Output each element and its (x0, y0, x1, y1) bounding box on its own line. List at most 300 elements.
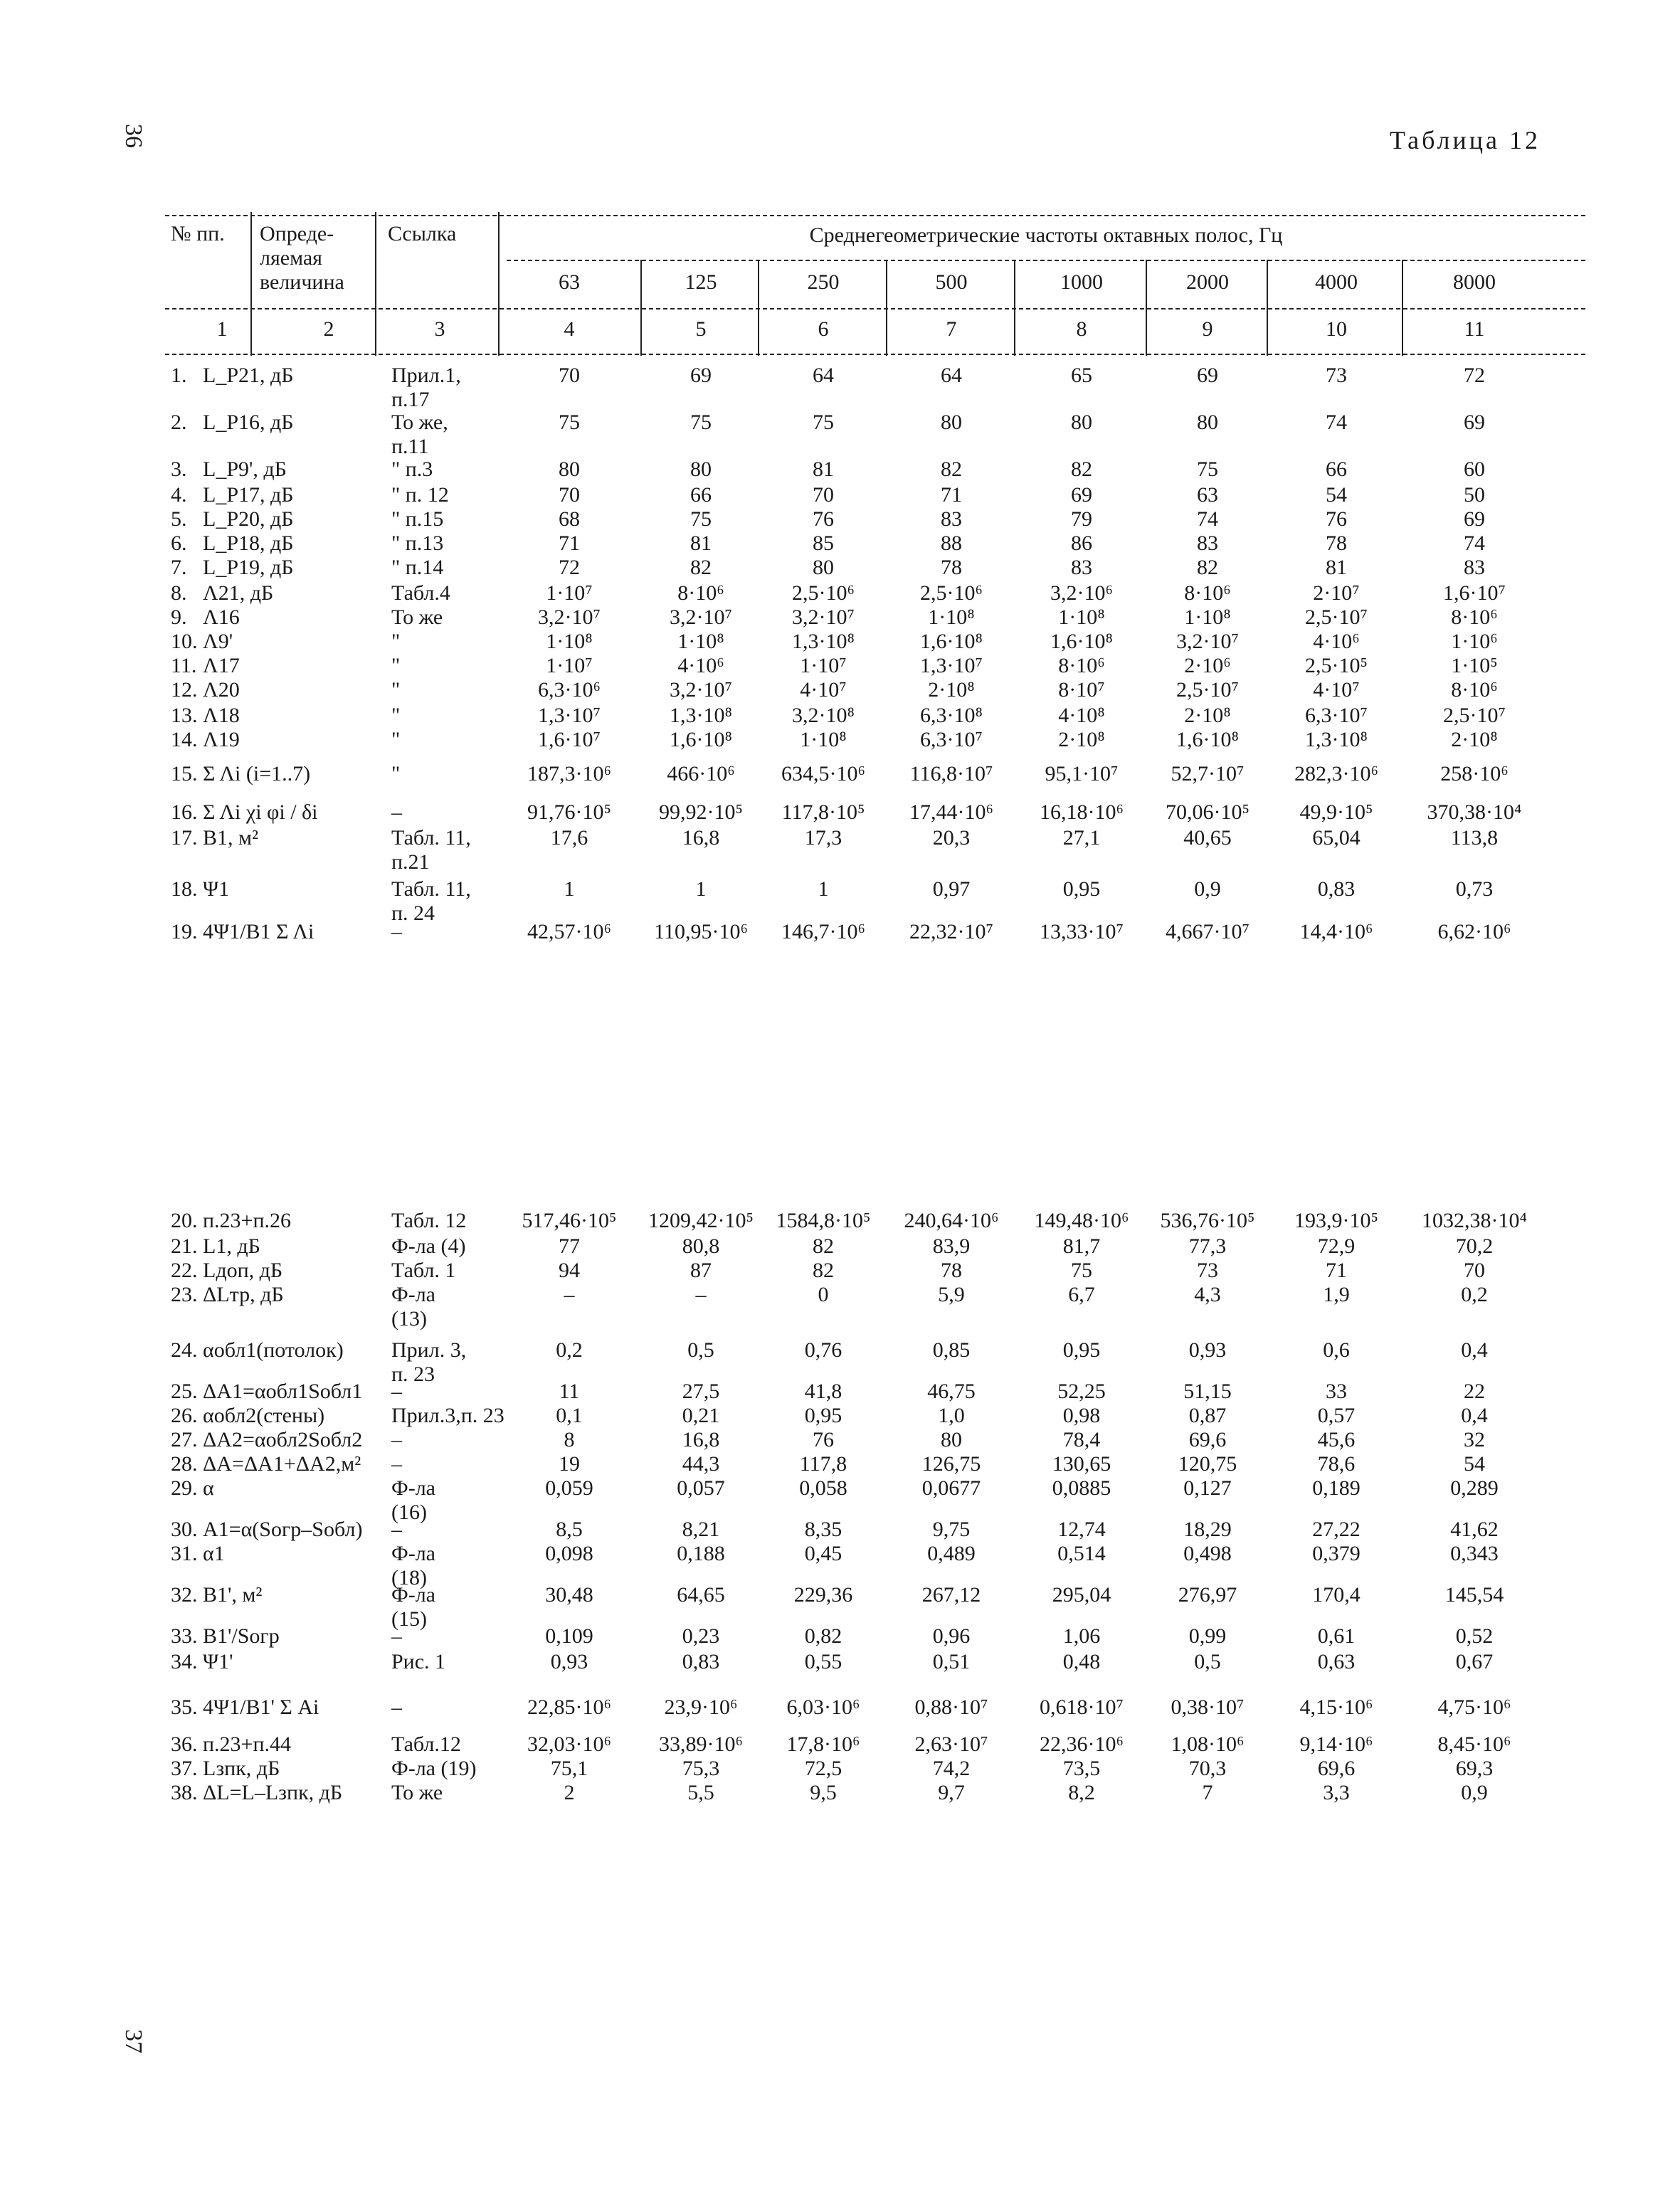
row-value: 73 (1197, 1259, 1218, 1282)
row-value: 1,3·10⁸ (670, 704, 732, 727)
row-value: 27,5 (682, 1380, 720, 1403)
row-reference: " п.3 (391, 457, 433, 481)
row-number: 26. (171, 1404, 198, 1427)
row-value: 0,99 (1188, 1624, 1227, 1648)
row-reference: То же (391, 605, 443, 629)
row-value: 258·10⁶ (1440, 762, 1509, 785)
row-value: 1,6·10⁸ (670, 728, 732, 751)
row-reference-cont: п.21 (391, 850, 430, 874)
row-value: 0,109 (545, 1624, 593, 1648)
table-row (0, 727, 1680, 753)
row-reference: – (391, 800, 402, 824)
row-reference: Ф-ла (391, 1283, 435, 1306)
row-reference-cont: п. 24 (391, 901, 435, 925)
row-value: 81 (690, 531, 712, 555)
table-row (0, 1451, 1680, 1477)
row-value: 8 (564, 1428, 575, 1451)
row-value: 72,9 (1317, 1234, 1356, 1258)
row-value: 8·10⁷ (1058, 678, 1105, 702)
table-row (0, 1379, 1680, 1404)
row-value: 22 (1464, 1380, 1485, 1403)
row-value: 20,3 (932, 826, 971, 850)
row-number: 29. (171, 1476, 198, 1500)
table-row (0, 825, 1680, 874)
row-value: 70,06·10⁵ (1166, 800, 1250, 824)
row-reference: Ф-ла (4) (391, 1234, 466, 1258)
row-value: 0,059 (545, 1476, 593, 1500)
row-number: 36. (171, 1732, 198, 1756)
row-value: 170,4 (1312, 1583, 1361, 1607)
row-number: 15. (171, 762, 198, 785)
row-value: 1·10⁵ (1451, 654, 1498, 677)
row-value: 0,38·10⁷ (1171, 1695, 1245, 1719)
row-value: 71 (1326, 1259, 1347, 1282)
row-reference: Табл. 12 (391, 1209, 467, 1232)
row-value: 49,9·10⁵ (1299, 800, 1373, 824)
row-reference: Прил. 3, (391, 1338, 467, 1362)
column-number: 2 (323, 317, 334, 341)
row-value: 41,62 (1450, 1518, 1499, 1541)
row-value: 370,38·10⁴ (1427, 800, 1522, 824)
row-value: 1 (564, 877, 575, 901)
frequency-label: 8000 (1453, 270, 1496, 294)
row-value: 32 (1464, 1428, 1485, 1451)
row-value: 63 (1197, 483, 1218, 507)
row-value: 95,1·10⁷ (1045, 762, 1119, 785)
row-value: 54 (1326, 483, 1347, 507)
row-quantity: Σ Λi χi φi / δi (203, 800, 318, 824)
table-row (0, 1338, 1680, 1386)
row-value: 0,93 (550, 1650, 588, 1673)
row-reference: " (391, 654, 401, 677)
row-quantity: п.23+п.44 (203, 1732, 292, 1756)
row-value: 6,62·10⁶ (1437, 920, 1511, 943)
row-number: 4. (171, 483, 187, 507)
row-reference-cont: (15) (391, 1607, 427, 1631)
row-value: 82 (813, 1234, 834, 1258)
row-value: 145,54 (1444, 1583, 1504, 1607)
row-value: 74 (1326, 411, 1347, 434)
row-value: 1,08·10⁶ (1171, 1732, 1245, 1756)
row-quantity: L_P21, дБ (203, 364, 294, 387)
header-rule (165, 308, 1585, 310)
row-number: 37. (171, 1757, 198, 1780)
row-value: 3,2·10⁸ (792, 704, 855, 727)
row-quantity: αобл2(стены) (203, 1404, 325, 1427)
row-value: 81 (813, 457, 834, 481)
frequency-label: 2000 (1186, 270, 1229, 294)
row-value: 77,3 (1188, 1234, 1227, 1258)
table-row (0, 482, 1680, 508)
row-value: 80 (941, 411, 962, 434)
row-value: 0,489 (927, 1542, 976, 1565)
row-value: 1·10⁸ (1058, 605, 1105, 629)
row-value: 69 (1071, 483, 1092, 507)
row-value: 78,6 (1317, 1452, 1356, 1476)
row-value: 0,098 (545, 1542, 593, 1565)
row-value: 295,04 (1052, 1583, 1111, 1607)
row-value: 4·10⁶ (677, 654, 724, 677)
table-row (0, 761, 1680, 787)
row-value: 75 (1071, 1259, 1092, 1282)
row-value: 282,3·10⁶ (1294, 762, 1378, 785)
row-value: 0,82 (804, 1624, 842, 1648)
row-reference: – (391, 1518, 402, 1541)
row-value: 4·10⁷ (1313, 678, 1360, 702)
table-row (0, 1624, 1680, 1649)
row-reference: Ф-ла (391, 1542, 435, 1565)
row-reference: Рис. 1 (391, 1650, 446, 1673)
row-reference: " п. 12 (391, 483, 449, 507)
row-value: 466·10⁶ (667, 762, 735, 785)
row-value: 536,76·10⁵ (1160, 1209, 1255, 1232)
row-value: 46,75 (927, 1380, 976, 1403)
row-quantity: Λ21, дБ (203, 581, 274, 605)
row-value: 2,5·10⁶ (920, 581, 983, 605)
row-value: 68 (559, 507, 580, 531)
row-number: 13. (171, 704, 198, 727)
row-number: 24. (171, 1338, 198, 1362)
row-value: 1,6·10⁸ (920, 630, 983, 653)
header-divider (886, 260, 887, 356)
row-reference: " (391, 630, 401, 653)
column-number: 4 (564, 317, 575, 341)
header-top-rule (165, 215, 1585, 216)
row-value: 76 (813, 507, 834, 531)
frequency-label: 500 (935, 270, 968, 294)
row-value: 0,95 (1062, 877, 1101, 901)
row-reference: Табл. 1 (391, 1259, 456, 1282)
row-value: 4,667·10⁷ (1166, 920, 1250, 943)
row-value: 72 (559, 556, 580, 579)
row-value: 14,4·10⁶ (1299, 920, 1373, 943)
row-value: 8·10⁶ (1451, 678, 1498, 702)
row-quantity: Λ18 (203, 704, 240, 727)
frequency-label: 1000 (1060, 270, 1103, 294)
table-row (0, 1732, 1680, 1757)
row-value: 3,2·10⁷ (670, 678, 732, 702)
row-value: 0,343 (1450, 1542, 1499, 1565)
row-value: 120,75 (1178, 1452, 1237, 1476)
row-number: 2. (171, 411, 187, 434)
row-quantity: ΔA1=αобл1Sобл1 (203, 1380, 363, 1403)
row-value: 83,9 (932, 1234, 971, 1258)
row-number: 18. (171, 877, 198, 901)
header-divider (1402, 260, 1403, 356)
row-value: 117,8 (799, 1452, 847, 1476)
row-value: 83 (1197, 531, 1218, 555)
row-value: 80 (813, 556, 834, 579)
table-title: Таблица 12 (1390, 126, 1541, 154)
row-reference: Ф-ла (19) (391, 1757, 477, 1780)
row-quantity: αобл1(потолок) (203, 1338, 344, 1362)
row-value: 8,5 (556, 1518, 583, 1541)
row-reference: Прил.1, (391, 364, 461, 387)
row-value: 2·10⁷ (1313, 581, 1360, 605)
row-quantity: L_P16, дБ (203, 411, 294, 434)
row-number: 33. (171, 1624, 198, 1648)
row-value: 0,55 (804, 1650, 842, 1673)
row-reference: – (391, 1428, 402, 1451)
row-quantity: ΔA=ΔA1+ΔA2,м² (203, 1452, 361, 1476)
row-value: 8,21 (682, 1518, 720, 1541)
row-value: 0,189 (1312, 1476, 1361, 1500)
row-value: 0,5 (687, 1338, 714, 1362)
row-value: 52,7·10⁷ (1171, 762, 1245, 785)
row-value: 72 (1464, 364, 1485, 387)
row-value: 0,2 (556, 1338, 583, 1362)
row-number: 21. (171, 1234, 198, 1258)
header-bottom-rule (165, 354, 1585, 355)
row-value: 0,51 (932, 1650, 971, 1673)
row-value: 4,15·10⁶ (1299, 1695, 1373, 1719)
row-reference: – (391, 1624, 402, 1648)
row-value: 517,46·10⁵ (522, 1209, 617, 1232)
row-value: 17,3 (804, 826, 842, 850)
row-value: 17,8·10⁶ (786, 1732, 860, 1756)
row-reference: Табл. 11, (391, 877, 471, 901)
row-value: 80 (1071, 411, 1092, 434)
row-value: 1,06 (1062, 1624, 1101, 1648)
row-reference: Табл.12 (391, 1732, 461, 1756)
row-value: 2,5·10⁷ (1176, 678, 1239, 702)
table-row (0, 1234, 1680, 1259)
header-quantity: Опреде- ляемая величина (260, 222, 344, 294)
table-row (0, 1517, 1680, 1543)
row-value: 0,498 (1183, 1542, 1232, 1565)
row-value: 0,23 (682, 1624, 720, 1648)
row-value: 17,44·10⁶ (909, 800, 993, 824)
row-value: 1·10⁸ (800, 728, 847, 751)
row-value: 4,75·10⁶ (1437, 1695, 1511, 1719)
row-value: 1,3·10⁸ (1305, 728, 1368, 751)
row-value: 1,3·10⁷ (538, 704, 601, 727)
row-value: 75 (559, 411, 580, 434)
row-value: 54 (1464, 1452, 1485, 1476)
table-row (0, 877, 1680, 925)
row-value: 0,83 (1317, 877, 1356, 901)
row-value: 2,5·10⁵ (1305, 654, 1368, 677)
row-value: 69,3 (1455, 1757, 1494, 1780)
row-quantity: L_P17, дБ (203, 483, 294, 507)
row-value: 65 (1071, 364, 1092, 387)
row-reference: " п.14 (391, 556, 444, 579)
row-reference: " (391, 704, 401, 727)
row-value: 86 (1071, 531, 1092, 555)
row-number: 32. (171, 1583, 198, 1607)
row-number: 3. (171, 457, 187, 481)
row-value: 66 (690, 483, 712, 507)
row-quantity: ΔL=L–Lзпк, дБ (203, 1781, 343, 1804)
row-value: 0,514 (1057, 1542, 1106, 1565)
table-row (0, 581, 1680, 606)
row-reference: – (391, 1380, 402, 1403)
row-value: 64,65 (677, 1583, 725, 1607)
row-value: 1·10⁸ (546, 630, 593, 653)
row-value: 69 (1464, 411, 1485, 434)
row-quantity: ΔLтр, дБ (203, 1283, 284, 1306)
row-reference-cont: (16) (391, 1501, 427, 1524)
row-value: 110,95·10⁶ (654, 920, 748, 943)
row-value: 70 (559, 364, 580, 387)
row-value: 3,2·10⁷ (792, 605, 855, 629)
table-row (0, 1282, 1680, 1330)
row-value: 146,7·10⁶ (781, 920, 865, 943)
row-quantity: L_P20, дБ (203, 507, 294, 531)
row-value: 1,0 (938, 1404, 965, 1427)
row-value: 0,48 (1062, 1650, 1101, 1673)
row-reference: – (391, 1452, 402, 1476)
row-value: 0,5 (1194, 1650, 1221, 1673)
row-number: 5. (171, 507, 187, 531)
row-value: 126,75 (921, 1452, 981, 1476)
row-value: 69 (1197, 364, 1218, 387)
row-value: 113,8 (1450, 826, 1499, 850)
row-number: 8. (171, 581, 187, 605)
row-value: 0,61 (1317, 1624, 1356, 1648)
table-row (0, 629, 1680, 655)
row-value: 8,2 (1068, 1781, 1095, 1804)
table-row (0, 1476, 1680, 1524)
row-value: 75 (690, 411, 712, 434)
row-value: 0,2 (1461, 1283, 1488, 1306)
row-value: 0,289 (1450, 1476, 1499, 1500)
row-value: 8·10⁶ (1184, 581, 1231, 605)
row-value: 0,9 (1461, 1781, 1488, 1804)
row-value: 30,48 (545, 1583, 593, 1607)
row-reference: То же (391, 1781, 443, 1804)
row-value: 99,92·10⁵ (659, 800, 743, 824)
table-row (0, 363, 1680, 411)
row-quantity: B1'/Sогр (203, 1624, 280, 1648)
row-number: 11. (171, 654, 197, 677)
row-value: 40,65 (1183, 826, 1232, 850)
row-value: 0,6 (1323, 1338, 1350, 1362)
row-value: 78 (941, 556, 962, 579)
row-value: 32,03·10⁶ (527, 1732, 611, 1756)
row-quantity: B1, м² (203, 826, 258, 850)
row-number: 22. (171, 1259, 198, 1282)
row-value: 0,4 (1461, 1338, 1488, 1362)
row-value: 70 (813, 483, 834, 507)
row-reference: Табл.4 (391, 581, 450, 605)
table-row (0, 1695, 1680, 1720)
row-value: 74 (1464, 531, 1485, 555)
row-value: 66 (1326, 457, 1347, 481)
row-value: 0,97 (932, 877, 971, 901)
frequency-label: 4000 (1315, 270, 1358, 294)
row-value: 0,76 (804, 1338, 842, 1362)
table-row (0, 703, 1680, 729)
row-value: 79 (1071, 507, 1092, 531)
row-value: 0,85 (932, 1338, 971, 1362)
row-value: 8·10⁶ (1058, 654, 1105, 677)
row-value: 81,7 (1062, 1234, 1101, 1258)
row-value: 117,8·10⁵ (781, 800, 865, 824)
row-value: 44,3 (682, 1452, 720, 1476)
row-value: 4,3 (1194, 1283, 1221, 1306)
table-row (0, 1403, 1680, 1429)
row-value: 1,6·10⁸ (1176, 728, 1239, 751)
row-value: 75 (690, 507, 712, 531)
row-value: 276,97 (1178, 1583, 1237, 1607)
row-value: 33,89·10⁶ (659, 1732, 743, 1756)
table-row (0, 1649, 1680, 1675)
row-value: 74,2 (932, 1757, 971, 1780)
row-value: 0,73 (1455, 877, 1494, 901)
row-value: 3,2·10⁷ (670, 605, 732, 629)
row-quantity: Λ19 (203, 728, 240, 751)
row-value: 51,15 (1183, 1380, 1232, 1403)
row-value: 1·10⁸ (1184, 605, 1231, 629)
row-value: 3,3 (1323, 1781, 1350, 1804)
row-value: 187,3·10⁶ (527, 762, 611, 785)
row-value: 64 (813, 364, 834, 387)
table-row (0, 457, 1680, 482)
row-value: 2,5·10⁷ (1443, 704, 1506, 727)
row-value: 81 (1326, 556, 1347, 579)
row-number: 14. (171, 728, 198, 751)
header-num: № пп. (171, 222, 225, 245)
row-quantity: Ψ1 (203, 877, 230, 901)
row-value: 3,2·10⁷ (538, 605, 601, 629)
row-quantity: Λ17 (203, 654, 240, 677)
row-value: 72,5 (804, 1757, 842, 1780)
row-value: 42,57·10⁶ (527, 920, 611, 943)
row-value: 75,3 (682, 1757, 720, 1780)
table-row (0, 410, 1680, 458)
column-number: 1 (216, 317, 228, 341)
row-reference-cont: п. 23 (391, 1363, 435, 1386)
row-value: 33 (1326, 1380, 1347, 1403)
row-number: 25. (171, 1380, 198, 1403)
row-value: 11 (559, 1380, 580, 1403)
row-value: 240,64·10⁶ (904, 1209, 999, 1232)
row-value: 1·10⁷ (546, 581, 593, 605)
row-number: 19. (171, 920, 198, 943)
row-value: 83 (1464, 556, 1485, 579)
page-number-top: 36 (120, 124, 147, 148)
row-quantity: ΔA2=αобл2Sобл2 (203, 1428, 363, 1451)
row-value: 78 (941, 1259, 962, 1282)
row-value: 22,85·10⁶ (527, 1695, 611, 1719)
row-number: 12. (171, 678, 198, 702)
row-quantity: L_P9', дБ (203, 457, 287, 481)
row-value: 16,18·10⁶ (1040, 800, 1124, 824)
row-reference: " п.13 (391, 531, 444, 555)
row-value: 130,65 (1052, 1452, 1111, 1476)
row-value: 0,93 (1188, 1338, 1227, 1362)
row-value: 0,127 (1183, 1476, 1232, 1500)
row-value: 9,14·10⁶ (1299, 1732, 1373, 1756)
row-value: 1·10⁶ (1451, 630, 1498, 653)
row-quantity: A1=α(Sогр–Sобл) (203, 1518, 363, 1541)
row-reference: " (391, 728, 401, 751)
row-value: – (695, 1283, 707, 1306)
row-value: 80 (941, 1428, 962, 1451)
row-value: 12,74 (1057, 1518, 1106, 1541)
row-value: 70 (559, 483, 580, 507)
frequency-label: 63 (559, 270, 580, 294)
row-quantity: B1', м² (203, 1583, 263, 1607)
row-value: 91,76·10⁵ (527, 800, 611, 824)
row-value: 0,63 (1317, 1650, 1356, 1673)
row-value: 2 (564, 1781, 575, 1804)
row-value: 80,8 (682, 1234, 720, 1258)
row-value: 4·10⁶ (1313, 630, 1360, 653)
header-frequency-group: Среднегеометрические частоты октавных полос, Гц (809, 223, 1283, 247)
row-value: 22,32·10⁷ (909, 920, 993, 943)
